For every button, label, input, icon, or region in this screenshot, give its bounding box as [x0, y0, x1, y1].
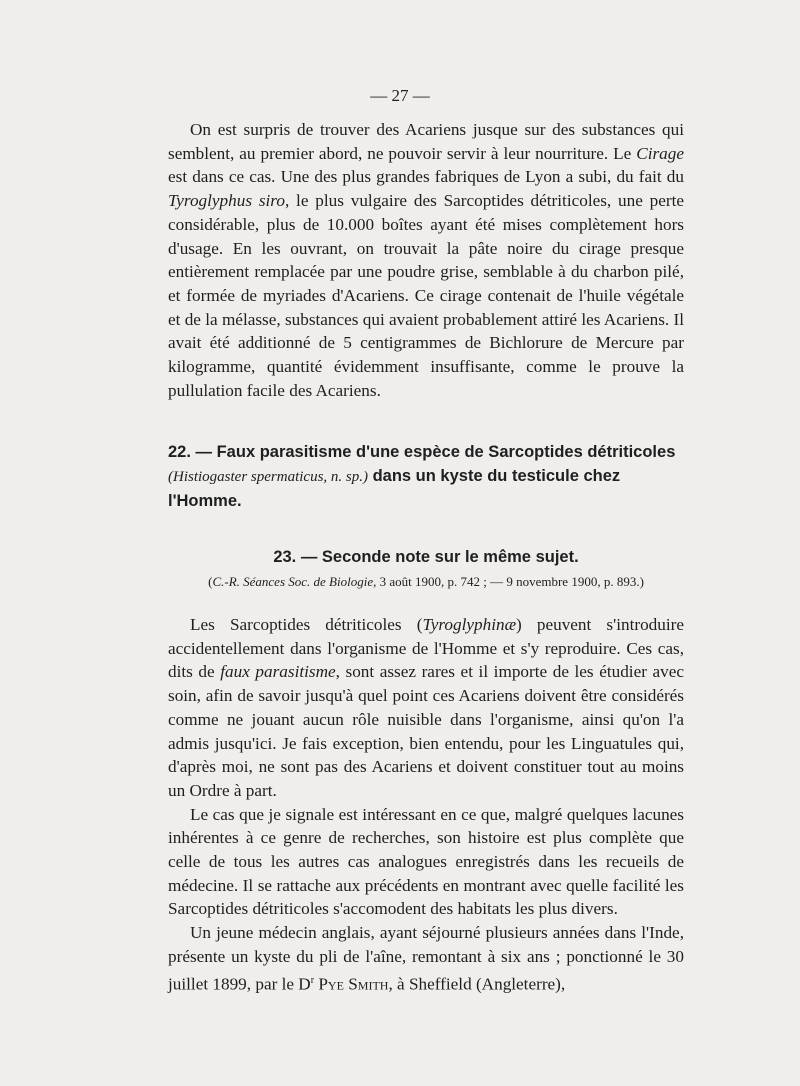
section-heading-23: 23. — Seconde note sur le même sujet. [273, 548, 579, 566]
paragraph-faux-parasitisme: Les Sarcoptides détriticoles (Tyroglyphinæ) peuvent s'introduire accidentellement dans l'organisme de l'Homme et s'y reproduire. Ces cas, dits de faux parasitisme, sont assez rares et il importe de les étudier avec soin, afin de savoir jusqu'à quel point ces Acariens doivent être considérés comme ne jouant aucun rôle nuisible dans l'organisme, ainsi qu'on l'a admis jusqu'ici. Je fais exception, bien entendu, pour les Linguatules qui, d'après moi, ne sont pas des Acariens et doivent constituer tout au moins un Ordre à part. Le cas que je signale est intéressant en ce que, malgré quelques lacunes inhérentes à ce genre de recherches, son histoire est plus complète que celle de tous les autres cas analogues enregistrés dans les recueils de médecine. Il se rattache aux précédents en montrant avec quelle facilité les Sarcoptides détriticoles s'accomodent des habitats les plus divers. Un jeune médecin anglais, ayant séjourné plusieurs années dans l'Inde, présente un kyste du pli de l'aîne, remontant à six ans ; ponctionné le 30 juillet 1899, par le $D^r$ Pye Smith, à Sheffield (Angleterre), [168, 613, 684, 996]
paragraph-cas-interessant: Le cas que je signale est intéressant en ce que, malgré quelques lacunes inhérentes à ce genre de recherches, son histoire est plus complète que celle de tous les autres cas analogues enregistrés dans les recueils de médecine. Il se rattache aux précédents en montrant avec quelle facilité les Sarcoptides détriticoles s'accomodent des habitats les plus divers. [168, 804, 684, 919]
paragraph-jeune-medecin: Un jeune médecin anglais, ayant séjourné plusieurs années dans l'Inde, présente un kyste du pli de l'aîne, remontant à six ans ; ponctionné le 30 juillet 1899, par le $D^r$ Pye Smith, à Sheffield (Angleterre), [168, 923, 684, 994]
section-heading-22: 22. — Faux parasitisme d'une espèce de Sarcoptides détriticoles (Histiogaster spermaticus, n. sp.) dans un kyste du testicule chez l'Homme. [168, 443, 676, 510]
paragraph-cirage: On est surpris de trouver des Acariens jusque sur des substances qui semblent, au premier abord, ne pouvoir servir à leur nourriture. Le Cirage est dans ce cas. Une des plus grandes fabriques de Lyon a subi, du fait du Tyroglyphus siro, le plus vulgaire des Sarcoptides détriticoles, une perte considérable, plus de 10.000 boîtes ayant été mises complètement hors d'usage. En les ouvrant, on trouvait la pâte noire du cirage presque entièrement remplacée par une poudre grise, semblable à du charbon pilé, et formée de myriades d'Acariens. Ce cirage contenait de l'huile végétale et de la mélasse, substances qui avaient probablement attiré les Acariens. Il avait été additionné de 5 centigrammes de Bichlorure de Mercure par kilogramme, quantité évidemment insuffisante, comme le prouve la pullulation facile des Acariens. [168, 120, 685, 400]
page-number: — 27 — [370, 86, 430, 105]
citation-reference: (C.-R. Séances Soc. de Biologie, 3 août 1900, p. 742 ; — 9 novembre 1900, p. 893.) [208, 574, 644, 589]
